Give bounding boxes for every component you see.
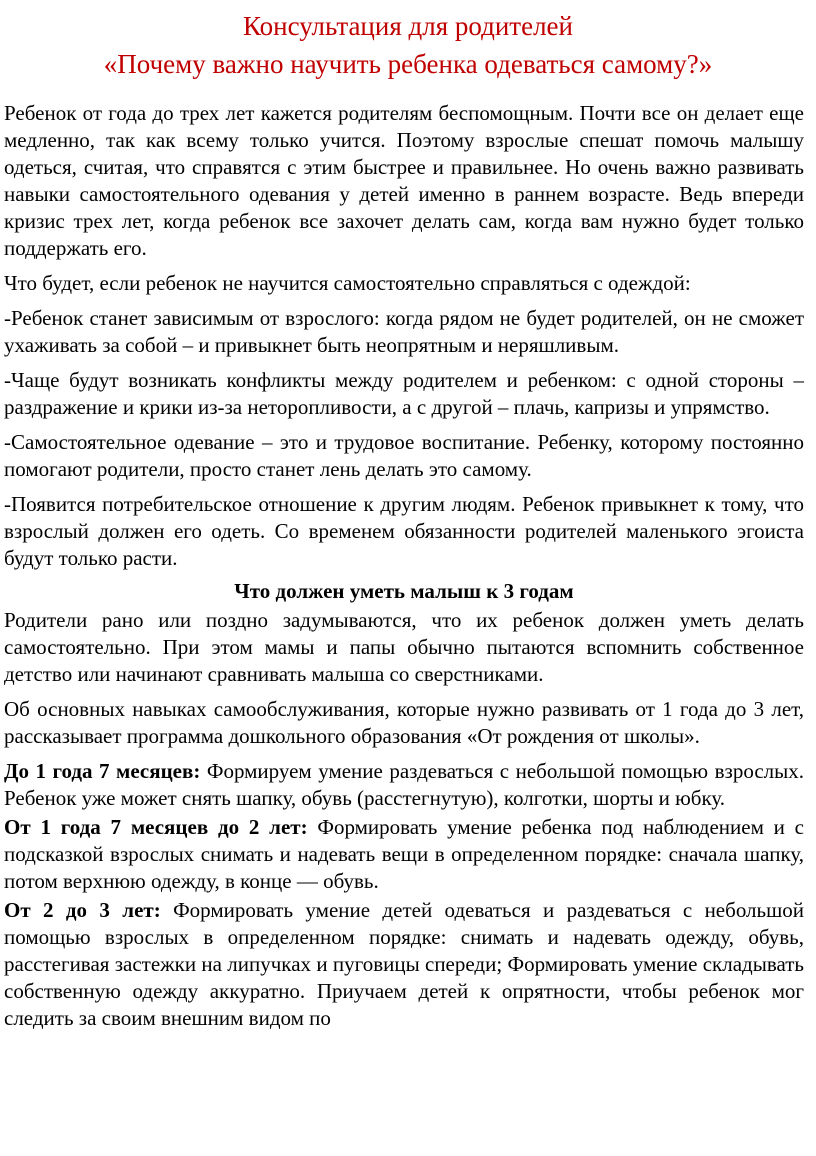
paragraph-program: Об основных навыках самообслуживания, которые нужно развивать от 1 года до 3 лет, рассказывает программа дошкольного образования «От рождения от школы». (4, 697, 804, 748)
age-item-label: От 1 года 7 месяцев до 2 лет: (4, 815, 308, 839)
age-item-label: От 2 до 3 лет: (4, 898, 161, 922)
paragraph-consequence-dependence: -Ребенок станет зависимым от взрослого: когда рядом не будет родителей, он не сможет ухаживать за собой – и привыкнет быть неопрятным и неряшливым. (4, 306, 804, 357)
section-subheading: Что должен уметь малыш к 3 годам (234, 579, 574, 603)
paragraph-consequence-conflicts: -Чаще будут возникать конфликты между родителем и ребенком: с одной стороны – раздражение и крики из-за неторопливости, а с другой – плачь, капризы и упрямство. (4, 368, 804, 419)
paragraph-parents: Родители рано или поздно задумываются, что их ребенок должен уметь делать самостоятельно. При этом мамы и папы обычно пытаются вспомнить собственное детство или начинают сравнивать малыша со сверстниками. (4, 608, 804, 686)
document-title-line-2: «Почему важно научить ребенка одеваться самому?» (103, 49, 713, 79)
age-item-text: Формировать умение детей одеваться и раздеваться с небольшой помощью взрослых в определенном порядке: снимать и надевать одежду, обувь, расстегивая застежки на липучках и пуговицы спереди; Формировать умение складывать собственную одежду аккуратно. Приучаем детей к опрятности, чтобы ребенок мог следить за своим внешним видом по (4, 898, 805, 1030)
age-item-text: Формировать умение ребенка под наблюдением и с подсказкой взрослых снимать и надевать вещи в определенном порядке: сначала шапку, потом верхнюю одежду, в конце — обувь. (4, 815, 804, 893)
age-item-under-1y7m (4, 758, 804, 812)
paragraph-consequence-consumer: -Появится потребительское отношение к другим людям. Ребенок привыкнет к тому, что взрослый должен его одеть. Со временем обязанности родителей маленького эгоиста будут только расти. (4, 492, 804, 570)
document-title-line-1: Консультация для родителей (243, 11, 573, 41)
paragraph-consequence-labor: -Самостоятельное одевание – это и трудовое воспитание. Ребенку, которому постоянно помогают родители, просто станет лень делать это самому. (4, 430, 804, 481)
age-item-2y-to-3y (4, 897, 804, 1032)
age-item-text: Формируем умение раздеваться с небольшой помощью взрослых. Ребенок уже может снять шапку, обувь (расстегнутую), колготки, шорты и юбку. (4, 759, 805, 810)
document-body (4, 100, 804, 1032)
paragraph-intro: Ребенок от года до трех лет кажется родителям беспомощным. Почти все он делает еще медленно, так как всему только учится. Поэтому взрослые спешат помочь малышу одеться, считая, что справятся с этим быстрее и правильнее. Но очень важно развивать навыки самостоятельного одевания у детей именно в раннем возрасте. Ведь впереди кризис трех лет, когда ребенок все захочет делать сам, когда вам нужно будет только поддержать его. (4, 101, 804, 260)
age-item-label: До 1 года 7 месяцев: (4, 759, 201, 783)
age-item-1y7m-to-2y (4, 814, 804, 895)
paragraph-consequences-lead: Что будет, если ребенок не научится самостоятельно справляться с одеждой: (4, 271, 691, 295)
